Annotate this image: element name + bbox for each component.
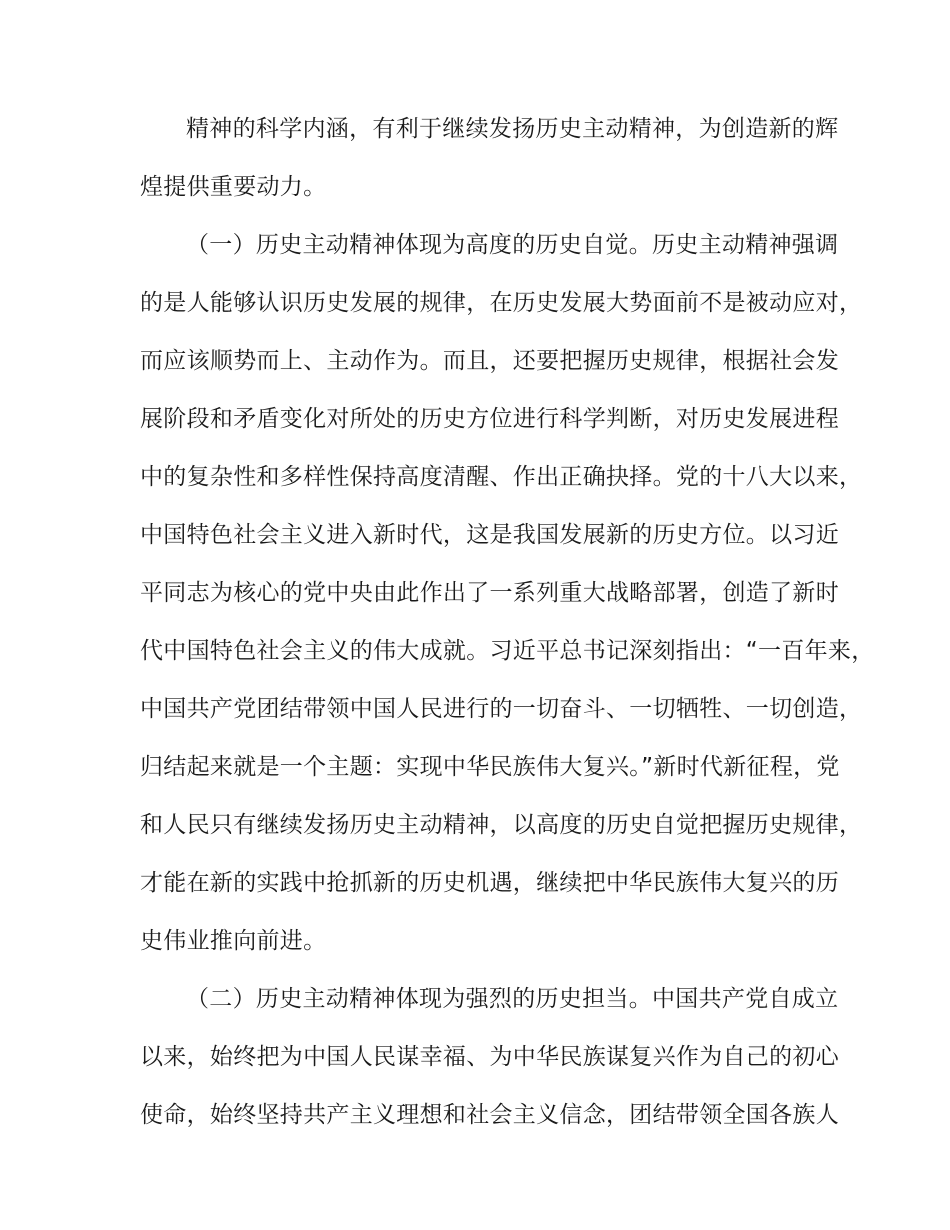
text-line: 中国特色社会主义进入新时代，这是我国发展新的历史方位。以习近 bbox=[140, 522, 839, 548]
section-heading-line: （二）历史主动精神体现为强烈的历史担当。中国共产党自成立 bbox=[186, 986, 839, 1012]
text-line: 使命，始终坚持共产主义理想和社会主义信念，团结带领全国各族人 bbox=[140, 1102, 839, 1128]
text-line: 精神的科学内涵，有利于继续发扬历史主动精神，为创造新的辉 bbox=[186, 116, 839, 142]
text-line: 的是人能够认识历史发展的规律，在历史发展大势面前不是被动应对， bbox=[140, 290, 863, 316]
text-line: 煌提供重要动力。 bbox=[140, 174, 327, 200]
text-line: 中的复杂性和多样性保持高度清醒、作出正确抉择。党的十八大以来， bbox=[140, 464, 863, 490]
body-text bbox=[140, 100, 875, 1144]
text-line: 展阶段和矛盾变化对所处的历史方位进行科学判断，对历史发展进程 bbox=[140, 406, 839, 432]
text-line: 平同志为核心的党中央由此作出了一系列重大战略部署，创造了新时 bbox=[140, 580, 839, 606]
text-line: 史伟业推向前进。 bbox=[140, 928, 327, 954]
text-line: 代中国特色社会主义的伟大成就。习近平总书记深刻指出：“一百年来， bbox=[140, 638, 875, 664]
text-line: 和人民只有继续发扬历史主动精神，以高度的历史自觉把握历史规律， bbox=[140, 812, 863, 838]
section-heading-line: （一）历史主动精神体现为高度的历史自觉。历史主动精神强调 bbox=[186, 232, 839, 258]
text-line: 以来，始终把为中国人民谋幸福、为中华民族谋复兴作为自己的初心 bbox=[140, 1044, 839, 1070]
text-line: 归结起来就是一个主题：实现中华民族伟大复兴。”新时代新征程，党 bbox=[140, 754, 840, 780]
text-line: 中国共产党团结带领中国人民进行的一切奋斗、一切牺牲、一切创造， bbox=[140, 696, 863, 722]
text-line: 而应该顺势而上、主动作为。而且，还要把握历史规律，根据社会发 bbox=[140, 348, 839, 374]
text-line: 才能在新的实践中抢抓新的历史机遇，继续把中华民族伟大复兴的历 bbox=[140, 870, 839, 896]
